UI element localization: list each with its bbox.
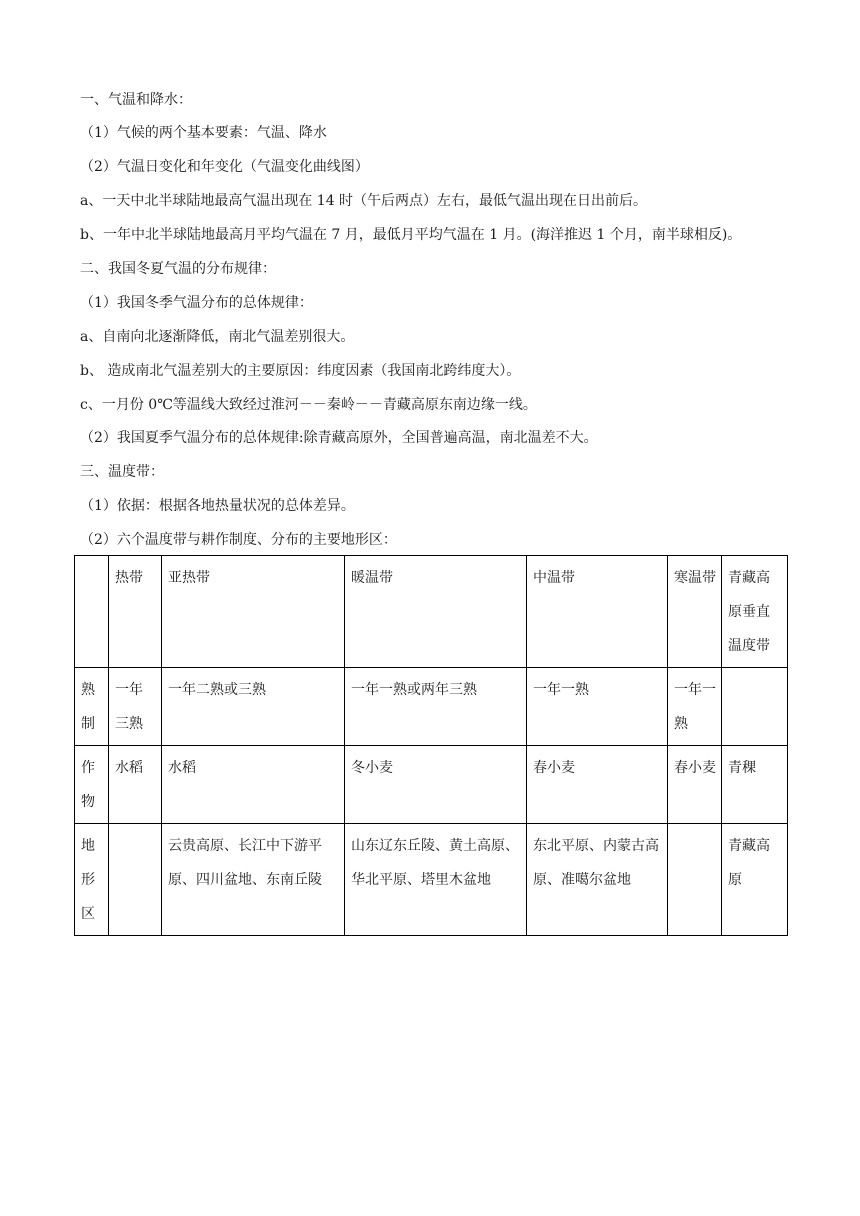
paragraph-daily-temperature: a、一天中北半球陆地最高气温出现在 14 时（午后两点）左右，最低气温出现在日出前后。	[80, 193, 648, 209]
table-cell: 春小麦	[668, 746, 722, 824]
table-header-cell: 青藏高原垂直温度带	[722, 556, 788, 668]
table-header-cell: 寒温带	[668, 556, 722, 668]
table-cell: 一年一熟	[527, 668, 668, 746]
table-row	[75, 668, 788, 746]
table-cell: 青稞	[722, 746, 788, 824]
table-cell: 一年三熟	[109, 668, 162, 746]
paragraph-summer-pattern: （2）我国夏季气温分布的总体规律:除青藏高原外，全国普遍高温，南北温差不大。	[80, 430, 598, 446]
paragraph-winter-a: a、自南向北逐渐降低，南北气温差别很大。	[80, 329, 355, 345]
table-cell: 作物	[75, 746, 109, 824]
heading-temperature-zones: 三、温度带：	[80, 464, 164, 480]
table-header-cell	[75, 556, 109, 668]
table-cell: 一年二熟或三熟	[162, 668, 345, 746]
paragraph-annual-temperature: b、一年中北半球陆地最高月平均气温在 7 月，最低月平均气温在 1 月。(海洋推迟 1 个月，南半球相反)。	[80, 227, 742, 243]
table-header-cell: 中温带	[527, 556, 668, 668]
table-cell: 青藏高原	[722, 824, 788, 936]
table-cell: 春小麦	[527, 746, 668, 824]
table-row	[75, 824, 788, 936]
table-header-cell: 亚热带	[162, 556, 345, 668]
table-cell: 熟制	[75, 668, 109, 746]
table-cell: 东北平原、内蒙古高原、准噶尔盆地	[527, 824, 668, 936]
table-cell	[668, 824, 722, 936]
table-cell: 冬小麦	[345, 746, 527, 824]
table-cell: 水稻	[162, 746, 345, 824]
paragraph-winter-b: b、 造成南北气温差别大的主要原因：纬度因素（我国南北跨纬度大）。	[80, 363, 521, 379]
paragraph-zone-table-intro: （2）六个温度带与耕作制度、分布的主要地形区：	[80, 532, 397, 548]
heading-temperature-distribution: 二、我国冬夏气温的分布规律：	[80, 261, 276, 277]
heading-temperature-precipitation: 一、气温和降水：	[80, 92, 192, 108]
paragraph-winter-pattern: （1）我国冬季气温分布的总体规律：	[80, 295, 313, 311]
table-cell: 云贵高原、长江中下游平原、四川盆地、东南丘陵	[162, 824, 345, 936]
table-cell: 一年一熟或两年三熟	[345, 668, 527, 746]
table-row	[75, 746, 788, 824]
table-cell	[722, 668, 788, 746]
paragraph-winter-c: c、一月份 0℃等温线大致经过淮河－－秦岭－－青藏高原东南边缘一线。	[80, 397, 537, 413]
paragraph-temperature-change: （2）气温日变化和年变化（气温变化曲线图）	[80, 159, 369, 175]
temperature-zone-table	[74, 555, 788, 936]
table-cell: 地形区	[75, 824, 109, 936]
table-cell	[109, 824, 162, 936]
paragraph-climate-elements: （1）气候的两个基本要素：气温、降水	[80, 125, 327, 141]
table-header-row	[75, 556, 788, 668]
table-cell: 山东辽东丘陵、黄土高原、华北平原、塔里木盆地	[345, 824, 527, 936]
table-header-cell: 热带	[109, 556, 162, 668]
table-cell: 一年一熟	[668, 668, 722, 746]
paragraph-zone-basis: （1）依据：根据各地热量状况的总体差异。	[80, 498, 355, 514]
table-cell: 水稻	[109, 746, 162, 824]
table-header-cell: 暖温带	[345, 556, 527, 668]
